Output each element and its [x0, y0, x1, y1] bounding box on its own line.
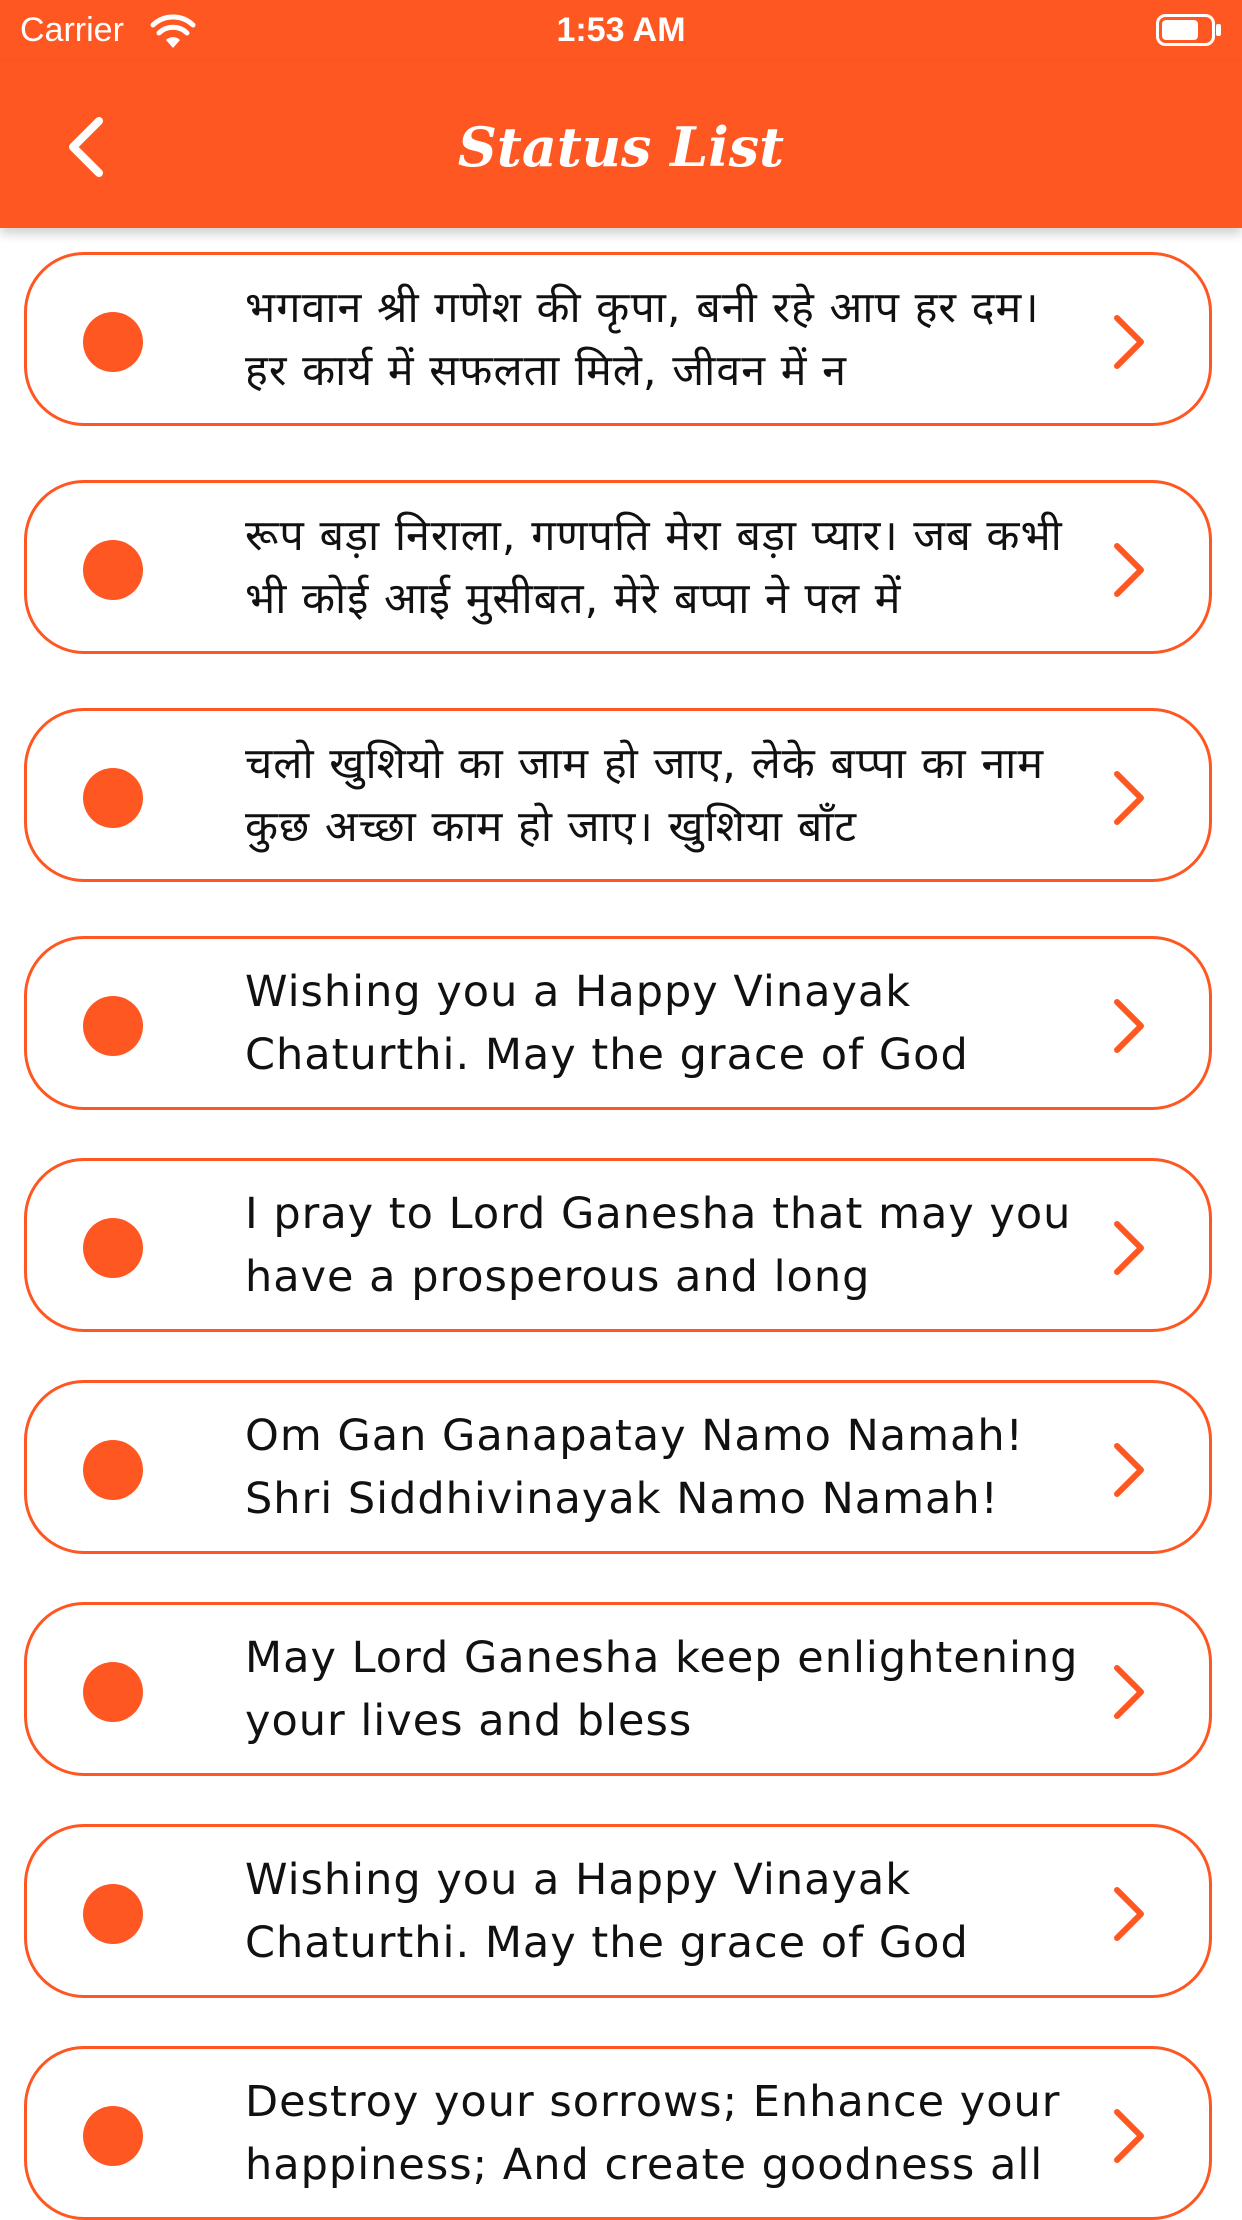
chevron-right-icon: [1109, 768, 1149, 828]
chevron-right-icon: [1109, 312, 1149, 372]
list-item[interactable]: [24, 1602, 1212, 1776]
list-item-text: Destroy your sorrows; Enhance your happiness; And create goodness all: [245, 2077, 1061, 2190]
list-item[interactable]: [24, 936, 1212, 1110]
dot-icon: [83, 540, 143, 600]
dot-icon: [83, 1884, 143, 1944]
list-item[interactable]: [24, 1158, 1212, 1332]
list-item-text: रूप बड़ा निराला, गणपति मेरा बड़ा प्यार। जब कभी भी कोई आई मुसीबत, मेरे बप्पा ने पल में: [245, 511, 1063, 624]
dot-icon: [83, 2106, 143, 2166]
battery-icon: [1156, 14, 1222, 46]
list-item-text: May Lord Ganesha keep enlightening your lives and bless: [245, 1633, 1079, 1746]
clock: 1:53 AM: [556, 11, 686, 49]
status-bar: [0, 0, 1242, 62]
dot-icon: [83, 1662, 143, 1722]
carrier-label: Carrier: [20, 11, 124, 49]
chevron-right-icon: [1109, 2106, 1149, 2166]
list-item-text: Wishing you a Happy Vinayak Chaturthi. May the grace of God: [245, 1855, 969, 1968]
chevron-right-icon: [1109, 1884, 1149, 1944]
dot-icon: [83, 1218, 143, 1278]
list-item[interactable]: [24, 252, 1212, 426]
list-item[interactable]: [24, 1824, 1212, 1998]
dot-icon: [83, 312, 143, 372]
list-item-text: चलो खुशियो का जाम हो जाए, लेके बप्पा का नाम कुछ अच्छा काम हो जाए। खुशिया बाँट: [245, 739, 1045, 852]
list-item[interactable]: [24, 1380, 1212, 1554]
list-item-text: Wishing you a Happy Vinayak Chaturthi. May the grace of God: [245, 967, 969, 1080]
list-item-text: I pray to Lord Ganesha that may you have a prosperous and long: [245, 1189, 1072, 1302]
navigation-bar: [0, 62, 1242, 228]
page-title: Status List: [457, 115, 785, 179]
chevron-right-icon: [1109, 1662, 1149, 1722]
list-item-text: भगवान श्री गणेश की कृपा, बनी रहे आप हर दम। हर कार्य में सफलता मिले, जीवन में न: [245, 283, 1040, 396]
list-item[interactable]: [24, 480, 1212, 654]
dot-icon: [83, 996, 143, 1056]
dot-icon: [83, 1440, 143, 1500]
chevron-right-icon: [1109, 540, 1149, 600]
chevron-right-icon: [1109, 1218, 1149, 1278]
dot-icon: [83, 768, 143, 828]
list-item-text: Om Gan Ganapatay Namo Namah! Shri Siddhivinayak Namo Namah!: [245, 1411, 1024, 1524]
chevron-right-icon: [1109, 996, 1149, 1056]
list-item[interactable]: [24, 708, 1212, 882]
chevron-right-icon: [1109, 1440, 1149, 1500]
list-item[interactable]: [24, 2046, 1212, 2220]
